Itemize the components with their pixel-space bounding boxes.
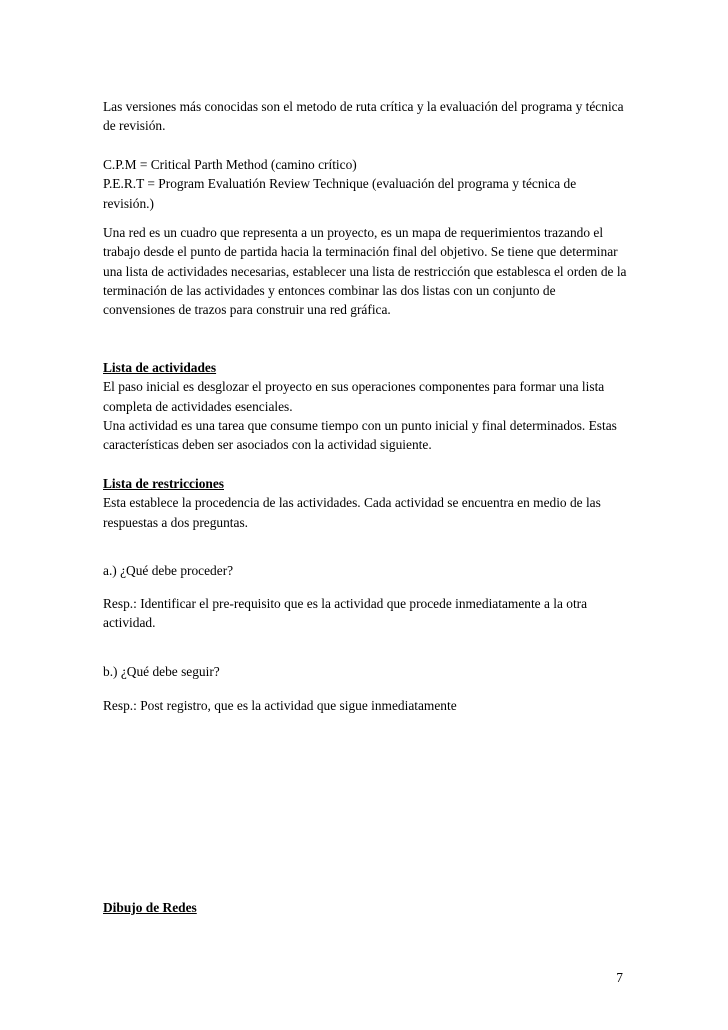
answer-b-text: Resp.: Post registro, que es la actividad que sigue inmediatamente — [103, 698, 457, 713]
page-number: 7 — [616, 970, 623, 985]
pert-definition: P.E.R.T = Program Evaluatión Review Technique (evaluación del programa y técnica de revisión.) — [103, 176, 577, 211]
restrictions-heading: Lista de restricciones — [103, 476, 224, 491]
answer-b — [103, 696, 628, 715]
intro-paragraph — [103, 97, 628, 136]
restrictions-section — [103, 474, 628, 532]
question-a-text: a.) ¿Qué debe proceder? — [103, 563, 234, 578]
network-paragraph — [103, 223, 628, 319]
cpm-definition: C.P.M = Critical Parth Method (camino crítico) — [103, 157, 357, 172]
question-b — [103, 662, 628, 681]
answer-a — [103, 594, 628, 633]
activities-line-1: El paso inicial es desglozar el proyecto en sus operaciones componentes para formar una lista completa de actividades esenciales. — [103, 379, 605, 414]
activities-line-2: Una actividad es una tarea que consume tiempo con un punto inicial y final determinados. Estas características deben ser asociados con la actividad siguiente. — [103, 417, 617, 453]
restrictions-text: Esta establece la procedencia de las actividades. Cada actividad se encuentra en medio de las respuestas a dos preguntas. — [103, 495, 601, 530]
intro-text: Las versiones más conocidas son el metodo de ruta crítica y la evaluación del programa y técnica de revisión. — [103, 99, 624, 134]
network-text: Una red es un cuadro que representa a un proyecto, es un mapa de requerimientos trazando el trabajo desde el punto de partida hacia la terminación final del objetivo. Se tiene que determinar una lista de actividades necesarias, establecer una lista de restricción que establesca el orden de la terminación de las actividades y entonces combinar las dos listas con un conjunto de convensiones de trazos para construir una red gráfica. — [103, 225, 627, 318]
definitions-block — [103, 155, 628, 213]
question-a — [103, 561, 628, 580]
drawing-section — [103, 898, 628, 917]
question-b-text: b.) ¿Qué debe seguir? — [103, 664, 220, 679]
activities-heading: Lista de actividades — [103, 360, 217, 375]
answer-a-text: Resp.: Identificar el pre-requisito que es la actividad que procede inmediatamente a la otra actividad. — [103, 596, 588, 631]
drawing-heading: Dibujo de Redes — [103, 900, 197, 915]
activities-section — [103, 358, 628, 454]
